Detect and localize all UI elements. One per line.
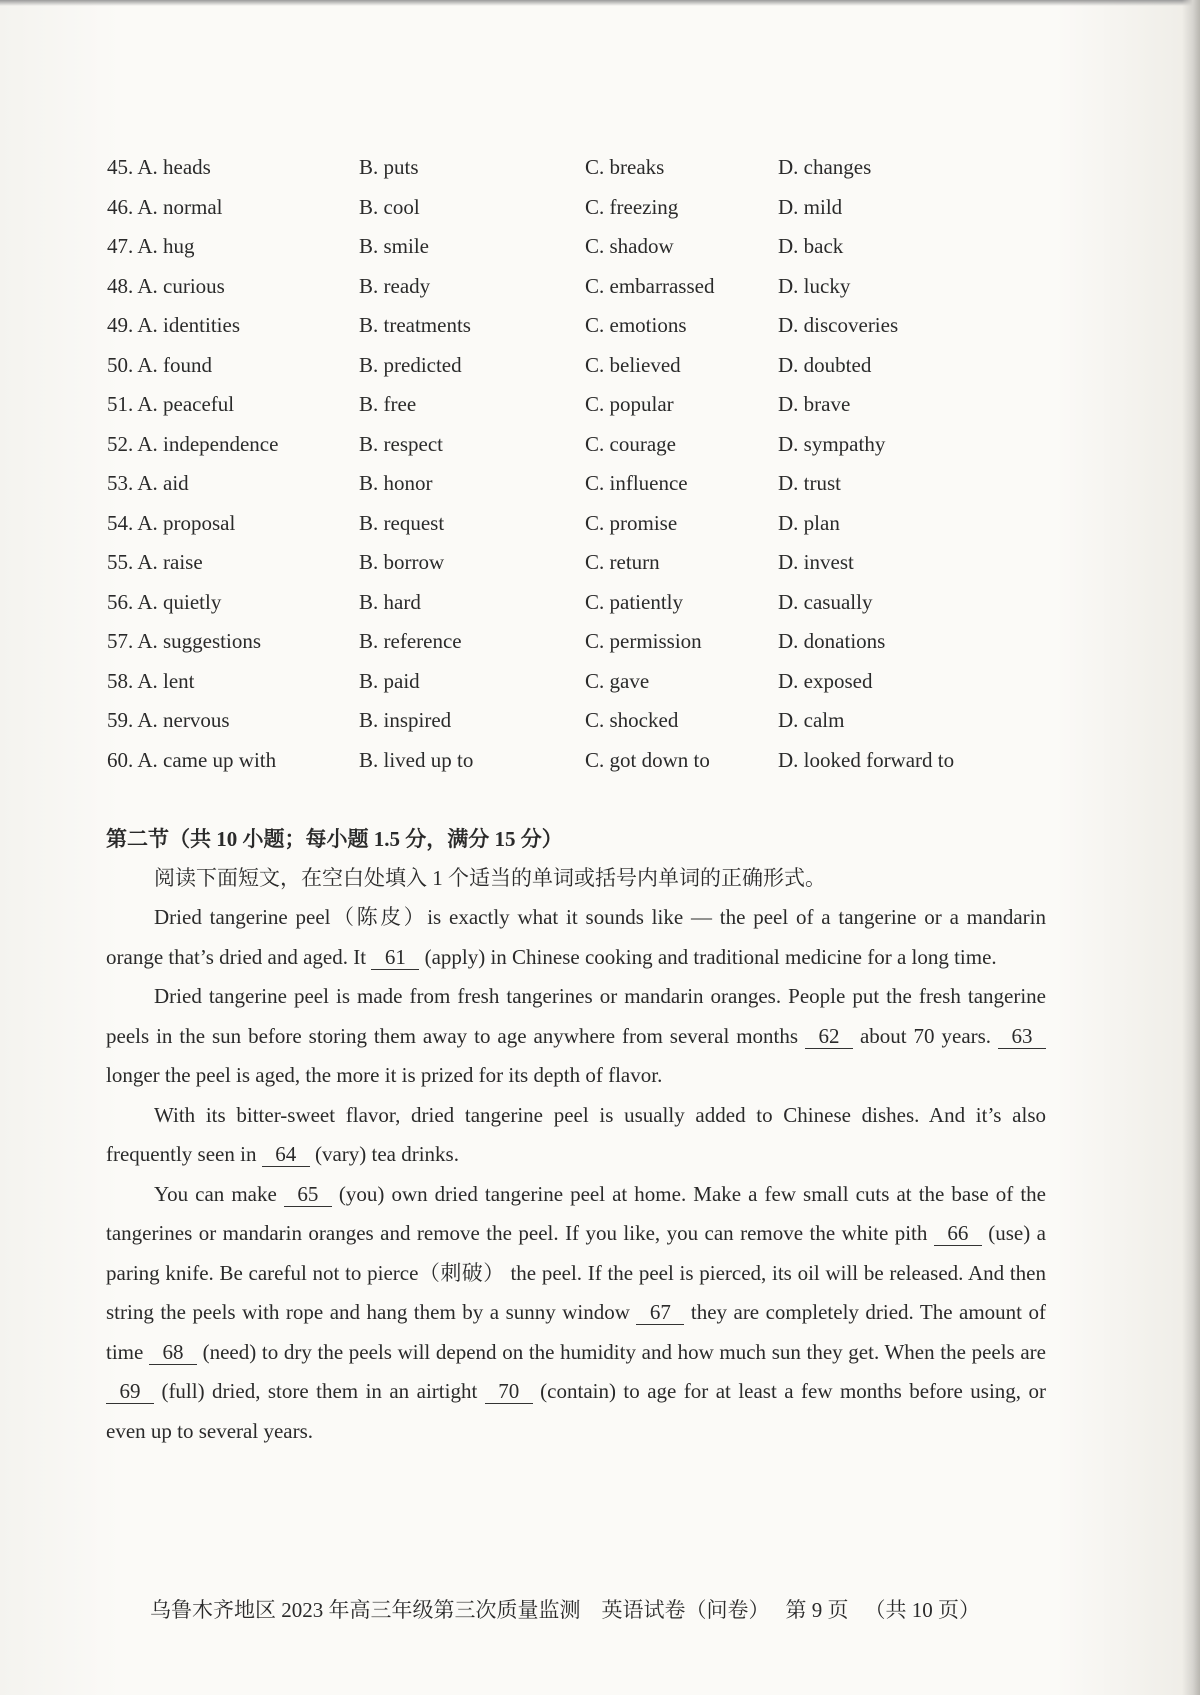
option-c: C. influence: [585, 471, 688, 495]
exam-title: 乌鲁木齐地区 2023 年高三年级第三次质量监测 英语试卷（问卷）: [150, 1598, 770, 1622]
option-row-57: [107, 622, 1087, 662]
option-c: C. believed: [585, 352, 681, 377]
option-d: D. looked forward to: [778, 747, 955, 772]
passage-text: (need) to dry the peels will depend on the humidity and how much sun they get. When the peels are: [196, 1339, 1046, 1364]
passage-text: You can make: [154, 1181, 284, 1206]
passage-paragraph-1: [106, 898, 1046, 977]
option-a: 49. A. identities: [107, 313, 240, 337]
option-d: D. casually: [778, 589, 873, 614]
passage-text: With its bitter-sweet flavor, dried tangerine peel is usually added to Chinese dishes. And it’s also frequently seen in: [106, 1102, 1046, 1166]
option-a: 54. A. proposal: [107, 510, 236, 535]
option-c: C. got down to: [585, 747, 710, 772]
option-b: B. honor: [359, 471, 433, 495]
option-d: D. changes: [778, 155, 872, 179]
option-c: C. gave: [585, 668, 650, 693]
passage-text: (apply) in Chinese cooking and traditional medicine for a long time.: [419, 944, 997, 969]
option-b: B. respect: [359, 431, 443, 456]
passage-paragraph-3: [106, 1096, 1046, 1175]
option-a: 52. A. independence: [107, 431, 279, 456]
option-d: D. plan: [778, 510, 840, 535]
option-c: C. promise: [585, 510, 678, 535]
option-b: B. reference: [359, 629, 462, 653]
option-a: 58. A. lent: [107, 668, 195, 693]
option-d: D. trust: [778, 471, 841, 495]
blank-65: 65: [284, 1182, 332, 1207]
passage-text: (use) a paring knife. Be careful not to pierce（刺破） the peel. If the peel is pierced, its oil will be released. And then string the peels with rope and hang them by a sunny window: [106, 1221, 1046, 1324]
option-b: B. request: [359, 510, 445, 535]
option-row-51: [107, 385, 1087, 425]
option-d: D. donations: [778, 629, 886, 653]
option-row-47: [107, 227, 1087, 267]
option-a: 55. A. raise: [107, 550, 203, 574]
option-b: B. hard: [359, 589, 421, 614]
passage-text: (full) dried, store them in an airtight: [154, 1379, 485, 1403]
option-a: 48. A. curious: [107, 273, 225, 298]
option-b: B. paid: [359, 668, 420, 693]
option-row-55: [107, 543, 1087, 583]
option-row-56: [107, 583, 1087, 623]
option-b: B. lived up to: [359, 747, 474, 772]
passage-paragraph-2: [106, 977, 1046, 1096]
page-number: 第 9 页: [785, 1598, 849, 1622]
option-row-54: [107, 504, 1087, 544]
option-b: B. cool: [359, 194, 420, 219]
option-row-59: [107, 701, 1087, 741]
option-row-50: [107, 346, 1087, 386]
option-c: C. patiently: [585, 589, 683, 614]
blank-70: 70: [485, 1379, 533, 1404]
option-row-60: [107, 741, 1087, 781]
option-b: B. free: [359, 392, 417, 416]
option-d: D. brave: [778, 392, 851, 416]
blank-62: 62: [805, 1024, 853, 1049]
option-b: B. predicted: [359, 352, 462, 377]
option-row-48: [107, 267, 1087, 307]
option-c: C. courage: [585, 431, 676, 456]
option-d: D. exposed: [778, 668, 873, 693]
option-b: B. smile: [359, 234, 430, 258]
option-c: C. freezing: [585, 194, 679, 219]
option-d: D. discoveries: [778, 313, 899, 337]
blank-69: 69: [106, 1379, 154, 1404]
passage-text: about 70 years.: [853, 1023, 999, 1048]
option-c: C. popular: [585, 392, 674, 416]
options-table: [107, 148, 1087, 780]
passage-text: (vary) tea drinks.: [309, 1142, 459, 1166]
passage-text: Dried tangerine peel is made from fresh tangerines or mandarin oranges. People put the fresh tangerine peels in the sun before storing them away to age anywhere from several months: [106, 984, 1046, 1048]
option-c: C. permission: [585, 629, 702, 653]
option-a: 53. A. aid: [107, 471, 189, 495]
option-a: 50. A. found: [107, 352, 212, 377]
blank-68: 68: [149, 1340, 197, 1365]
option-row-53: [107, 464, 1087, 504]
passage-paragraph-4: [106, 1175, 1046, 1452]
option-d: D. doubted: [778, 352, 872, 377]
option-c: C. embarrassed: [585, 273, 715, 298]
blank-66: 66: [934, 1221, 982, 1246]
section-instruction: 阅读下面短文，在空白处填入 1 个适当的单词或括号内单词的正确形式。: [154, 866, 826, 890]
option-b: B. inspired: [359, 708, 452, 732]
option-d: D. invest: [778, 550, 854, 574]
option-row-52: [107, 425, 1087, 465]
option-d: D. sympathy: [778, 431, 886, 456]
option-b: B. borrow: [359, 550, 445, 574]
option-a: 46. A. normal: [107, 194, 223, 219]
option-c: C. return: [585, 550, 660, 574]
scan-edge-top: [0, 0, 1200, 6]
option-a: 47. A. hug: [107, 234, 195, 258]
passage-text: (contain) to age for at least a few months before using, or even up to several years.: [106, 1379, 1046, 1443]
option-b: B. ready: [359, 273, 431, 298]
passage-text: Dried tangerine peel（陈皮）is exactly what it sounds like — the peel of a tangerine or a mandarin orange that’s dried and aged. It: [106, 905, 1046, 969]
passage-text: (you) own dried tangerine peel at home. Make a few small cuts at the base of the tangerines or mandarin oranges and remove the peel. If you like, you can remove the white pith: [106, 1181, 1046, 1245]
blank-67: 67: [636, 1300, 684, 1325]
option-row-58: [107, 662, 1087, 702]
page-total: （共 10 页）: [864, 1598, 980, 1622]
scan-edge-right: [1182, 0, 1200, 1695]
option-d: D. calm: [778, 708, 845, 732]
option-a: 51. A. peaceful: [107, 392, 235, 416]
option-b: B. treatments: [359, 313, 471, 337]
blank-61: 61: [371, 945, 419, 970]
option-row-49: [107, 306, 1087, 346]
passage-text: longer the peel is aged, the more it is prized for its depth of flavor.: [106, 1063, 663, 1087]
option-c: C. shadow: [585, 234, 674, 258]
option-a: 59. A. nervous: [107, 708, 230, 732]
option-a: 45. A. heads: [107, 155, 211, 179]
option-a: 60. A. came up with: [107, 747, 277, 772]
option-row-45: [107, 148, 1087, 188]
option-d: D. lucky: [778, 273, 851, 298]
section-two: [106, 820, 1046, 1451]
option-c: C. breaks: [585, 155, 665, 179]
passage-text: they are completely dried. The amount of time: [106, 1300, 1046, 1364]
option-d: D. back: [778, 234, 844, 258]
option-a: 57. A. suggestions: [107, 629, 262, 653]
option-a: 56. A. quietly: [107, 589, 222, 614]
section-heading: 第二节（共 10 小题；每小题 1.5 分，满分 15 分）: [106, 827, 563, 851]
option-c: C. emotions: [585, 313, 687, 337]
option-row-46: [107, 188, 1087, 228]
page-footer: [150, 1592, 1050, 1628]
option-c: C. shocked: [585, 708, 679, 732]
blank-63: 63: [998, 1024, 1046, 1049]
option-d: D. mild: [778, 194, 843, 219]
option-b: B. puts: [359, 155, 419, 179]
blank-64: 64: [262, 1142, 310, 1167]
